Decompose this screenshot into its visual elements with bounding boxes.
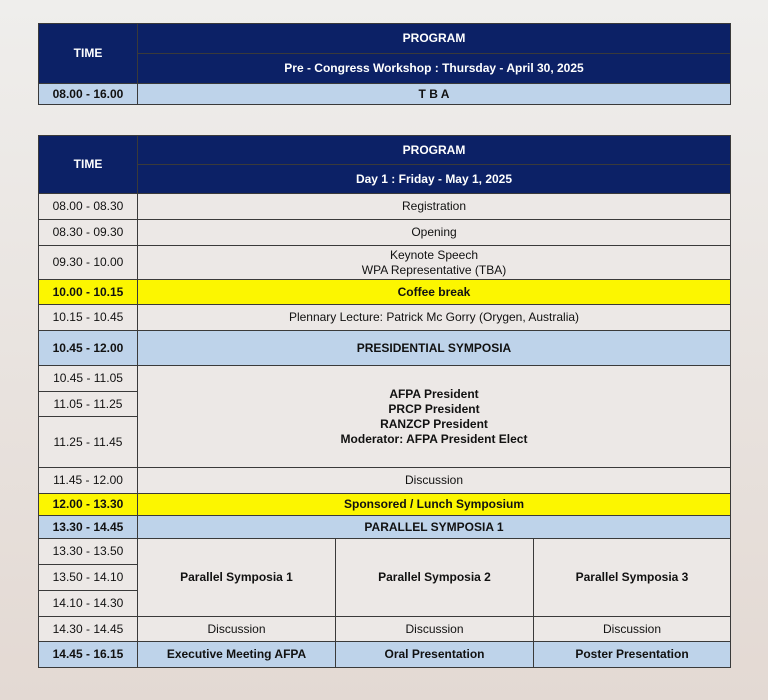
table-row <box>39 516 731 539</box>
event-cell: T B A <box>138 84 731 105</box>
event-cell: PRESIDENTIAL SYMPOSIA <box>138 331 731 366</box>
time-cell: 13.30 - 14.45 <box>39 516 138 539</box>
time-cell: 08.00 - 16.00 <box>39 84 138 105</box>
event-cell <box>138 246 731 280</box>
presidential-speakers <box>138 366 731 468</box>
program-header: PROGRAM <box>138 24 731 54</box>
time-cell: 14.45 - 16.15 <box>39 642 138 668</box>
table-row <box>39 494 731 516</box>
table-row <box>39 468 731 494</box>
time-cell: 10.15 - 10.45 <box>39 305 138 331</box>
discussion-cell: Discussion <box>336 617 534 642</box>
time-cell: 14.30 - 14.45 <box>39 617 138 642</box>
event-cell: Sponsored / Lunch Symposium <box>138 494 731 516</box>
oral-presentation-cell: Oral Presentation <box>336 642 534 668</box>
time-cell: 08.30 - 09.30 <box>39 220 138 246</box>
parallel-session-1: Parallel Symposia 1 <box>138 539 336 617</box>
speaker-line: Moderator: AFPA President Elect <box>340 431 528 446</box>
table-row <box>39 305 731 331</box>
time-cell: 13.50 - 14.10 <box>39 565 138 591</box>
event-cell: Discussion <box>138 468 731 494</box>
parallel-session-2: Parallel Symposia 2 <box>336 539 534 617</box>
time-cell: 10.45 - 12.00 <box>39 331 138 366</box>
time-header: TIME <box>39 136 138 194</box>
time-cell: 11.45 - 12.00 <box>39 468 138 494</box>
speaker-line: AFPA President <box>389 386 479 401</box>
event-cell: Coffee break <box>138 280 731 305</box>
table-row <box>39 280 731 305</box>
day1-table <box>38 135 731 668</box>
event-cell: Registration <box>138 194 731 220</box>
time-cell: 08.00 - 08.30 <box>39 194 138 220</box>
keynote-speaker: WPA Representative (TBA) <box>361 262 507 277</box>
table-row <box>39 246 731 280</box>
table-row <box>39 194 731 220</box>
keynote-line: Keynote Speech <box>389 247 479 262</box>
time-cell: 11.05 - 11.25 <box>39 392 138 417</box>
executive-meeting-cell: Executive Meeting AFPA <box>138 642 336 668</box>
discussion-cell: Discussion <box>534 617 731 642</box>
day1-subtitle: Day 1 : Friday - May 1, 2025 <box>138 165 731 194</box>
pre-congress-subtitle: Pre - Congress Workshop : Thursday - April 30, 2025 <box>138 54 731 84</box>
time-cell: 10.45 - 11.05 <box>39 366 138 392</box>
event-cell: Opening <box>138 220 731 246</box>
table-row <box>39 331 731 366</box>
speaker-line: PRCP President <box>388 401 480 416</box>
speaker-line: RANZCP President <box>380 416 488 431</box>
parallel-session-3: Parallel Symposia 3 <box>534 539 731 617</box>
time-cell: 10.00 - 10.15 <box>39 280 138 305</box>
table-row <box>39 539 731 565</box>
pre-congress-table <box>38 23 731 105</box>
table-row <box>39 366 731 392</box>
event-cell: Plennary Lecture: Patrick Mc Gorry (Orygen, Australia) <box>138 305 731 331</box>
time-cell: 12.00 - 13.30 <box>39 494 138 516</box>
time-header: TIME <box>39 24 138 84</box>
discussion-cell: Discussion <box>138 617 336 642</box>
program-header: PROGRAM <box>138 136 731 165</box>
time-cell: 09.30 - 10.00 <box>39 246 138 280</box>
event-cell: PARALLEL SYMPOSIA 1 <box>138 516 731 539</box>
table-row <box>39 220 731 246</box>
table-row <box>39 617 731 642</box>
poster-presentation-cell: Poster Presentation <box>534 642 731 668</box>
time-cell: 14.10 - 14.30 <box>39 591 138 617</box>
time-cell: 13.30 - 13.50 <box>39 539 138 565</box>
time-cell: 11.25 - 11.45 <box>39 417 138 468</box>
table-row <box>39 642 731 668</box>
